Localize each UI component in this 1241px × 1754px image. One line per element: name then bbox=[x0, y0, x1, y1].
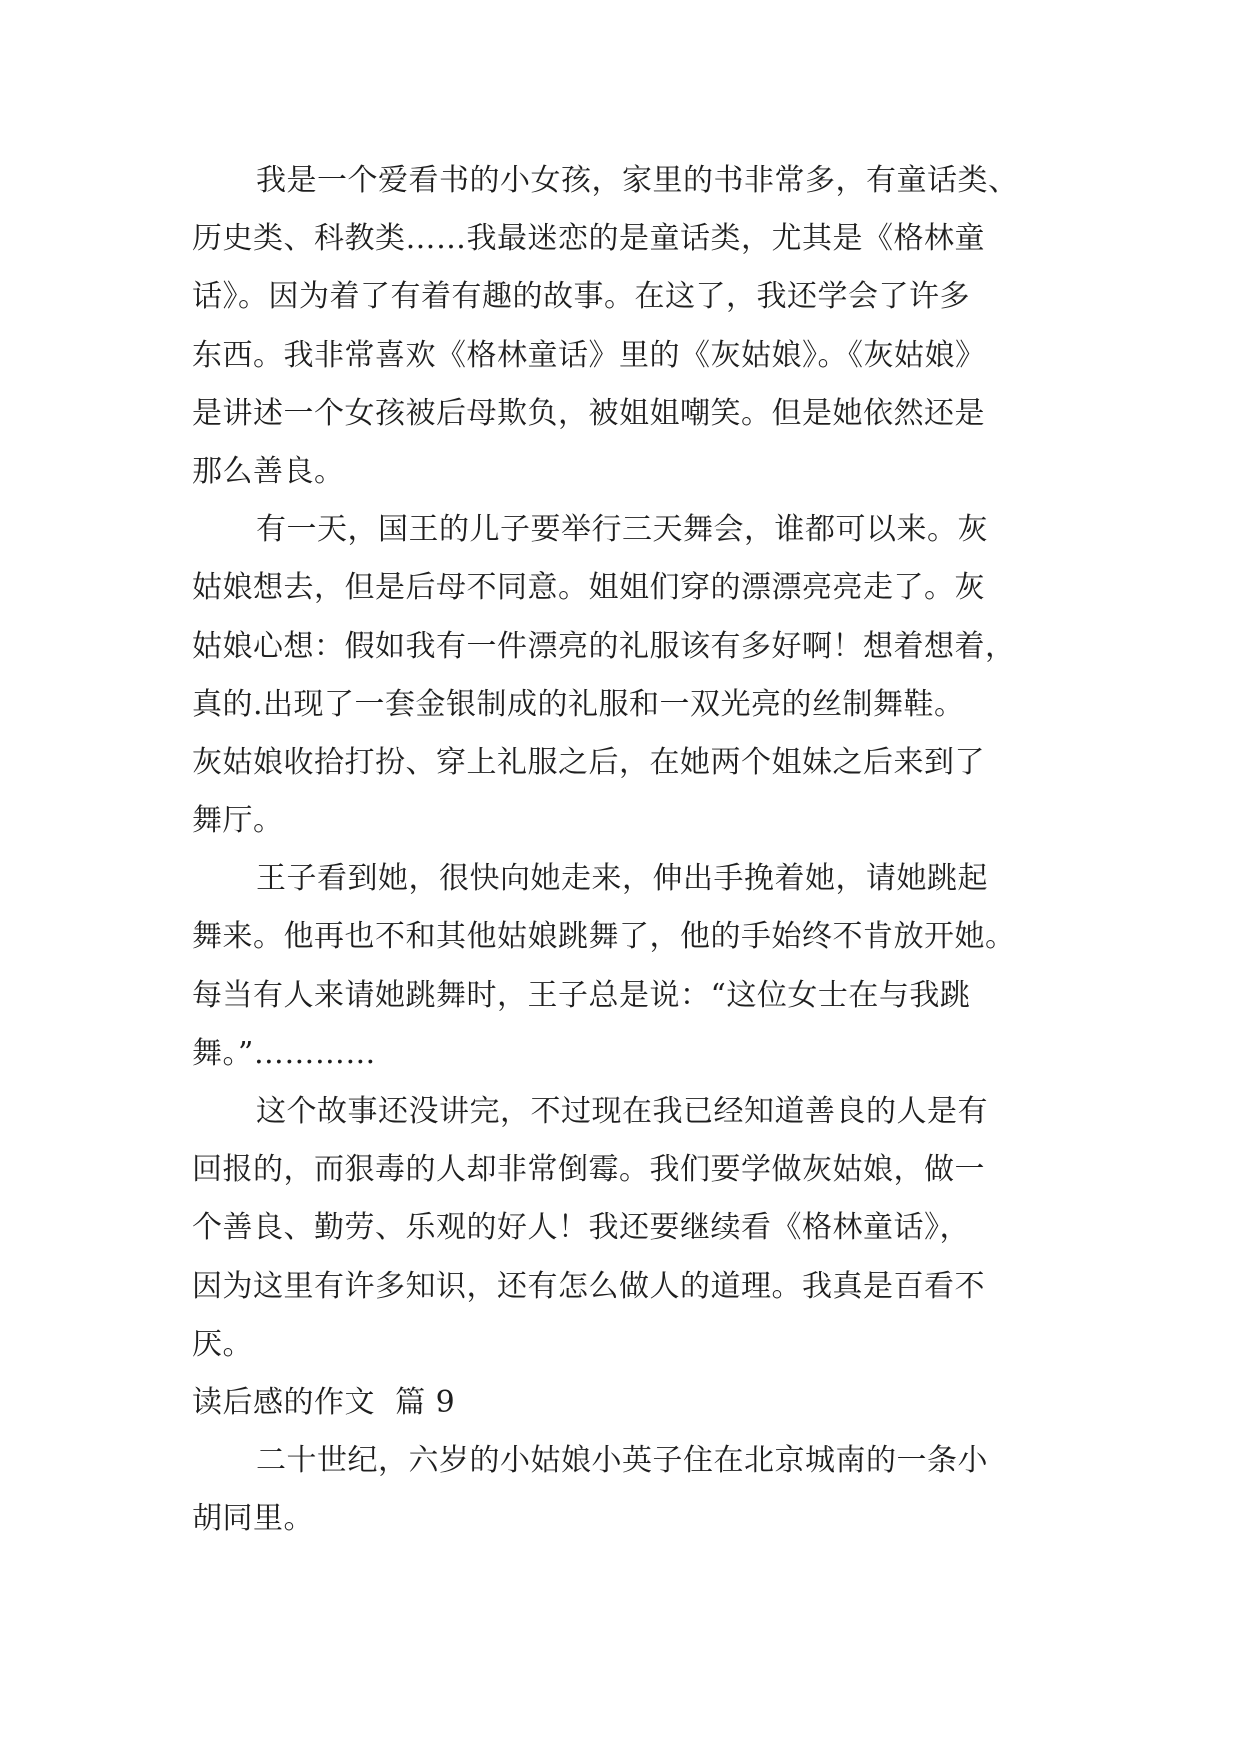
text-line: 历史类、科教类……我最迷恋的是童话类，尤其是《格林童 bbox=[192, 221, 985, 257]
paragraph-1 bbox=[192, 152, 1052, 501]
text-line: 姑娘想去，但是后母不同意。姐姐们穿的漂漂亮亮走了。灰 bbox=[192, 570, 985, 606]
text-line: 因为这里有许多知识，还有怎么做人的道理。我真是百看不 bbox=[192, 1268, 985, 1304]
text-line: 胡同里。 bbox=[192, 1501, 314, 1537]
text-line: 有一天，国王的儿子要举行三天舞会，谁都可以来。灰 bbox=[256, 512, 988, 548]
text-line: 姑娘心想：假如我有一件漂亮的礼服该有多好啊！想着想着， bbox=[192, 628, 1016, 664]
text-line: 东西。我非常喜欢《格林童话》里的《灰姑娘》。《灰姑娘》 bbox=[192, 337, 986, 373]
text-line: 舞来。他再也不和其他姑娘跳舞了，他的手始终不肯放开她。 bbox=[192, 919, 1016, 955]
document-body bbox=[192, 152, 1052, 1549]
section-heading: 读后感的作文 篇 9 bbox=[192, 1384, 456, 1420]
text-line: 个善良、勤劳、乐观的好人！我还要继续看《格林童话》， bbox=[192, 1210, 970, 1246]
paragraph-4 bbox=[192, 1083, 1052, 1374]
text-line: 王子看到她，很快向她走来，伸出手挽着她，请她跳起 bbox=[256, 861, 988, 897]
text-line: 是讲述一个女孩被后母欺负，被姐姐嘲笑。但是她依然还是 bbox=[192, 395, 985, 431]
text-line: 舞。”………… bbox=[192, 1035, 376, 1071]
text-line: 我是一个爱看书的小女孩，家里的书非常多，有童话类、 bbox=[256, 163, 1019, 198]
text-line: 那么善良。 bbox=[192, 453, 345, 489]
paragraph-3 bbox=[192, 850, 1052, 1083]
text-line: 舞厅。 bbox=[192, 803, 284, 839]
text-line: 这个故事还没讲完，不过现在我已经知道善良的人是有 bbox=[256, 1094, 988, 1129]
paragraph-5 bbox=[192, 1432, 1052, 1548]
text-line: 回报的，而狠毒的人却非常倒霉。我们要学做灰姑娘，做一 bbox=[192, 1152, 985, 1188]
paragraph-2 bbox=[192, 501, 1052, 850]
text-line: 灰姑娘收拾打扮、穿上礼服之后，在她两个姐妹之后来到了 bbox=[192, 744, 985, 780]
text-line: 每当有人来请她跳舞时，王子总是说：“这位女士在与我跳 bbox=[192, 977, 971, 1013]
text-line: 真的.出现了一套金银制成的礼服和一双光亮的丝制舞鞋。 bbox=[192, 686, 965, 722]
text-line: 话》。因为着了有着有趣的故事。在这了，我还学会了许多 bbox=[192, 279, 970, 315]
text-line: 二十世纪，六岁的小姑娘小英子住在北京城南的一条小 bbox=[256, 1443, 988, 1479]
text-line: 厌。 bbox=[192, 1326, 253, 1362]
